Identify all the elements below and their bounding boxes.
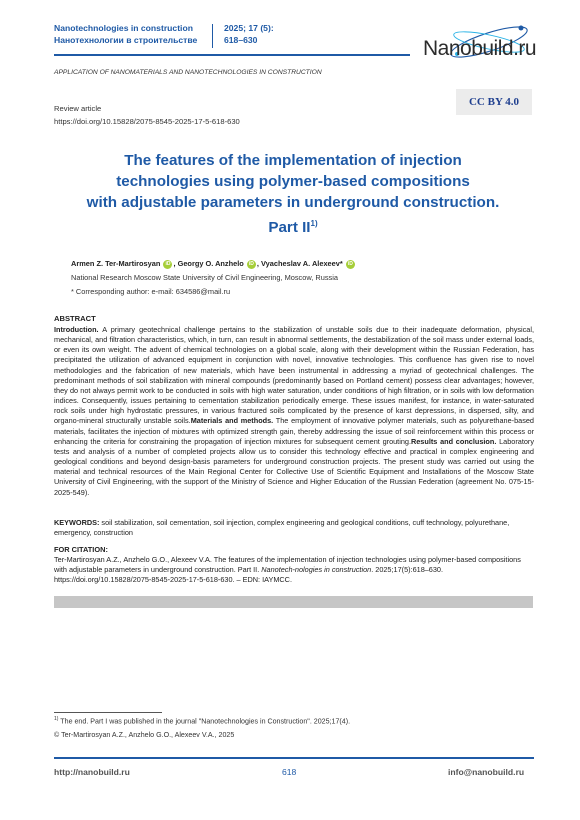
abstract-heading: ABSTRACT (54, 314, 96, 323)
corresponding-author: * Corresponding author: e-mail: 634586@mail.ru (71, 287, 231, 296)
copyright: © Ter-Martirosyan A.Z., Anzhelo G.O., Alexeev V.A., 2025 (54, 731, 235, 739)
journal-title-block (54, 22, 214, 46)
author-list (71, 259, 356, 269)
citation-heading: FOR CITATION: (54, 545, 108, 554)
header-divider (212, 24, 213, 48)
footnote-marker: 1) (54, 716, 59, 722)
footnote-text: The end. Part I was published in the journal "Nanotechnologies in Construction". 2025;17(4). (58, 717, 351, 726)
keywords (54, 518, 534, 538)
title-footnote-marker: 1) (310, 219, 318, 228)
citation-text (54, 555, 534, 586)
header-rule (54, 54, 410, 56)
abstract-text (54, 325, 534, 498)
orcid-icon[interactable]: iD (347, 260, 353, 267)
issue-number: 2025; 17 (5): (224, 23, 274, 33)
footer-website-link[interactable]: http://nanobuild.ru (54, 767, 130, 777)
title-line: technologies using polymer-based compositions (116, 173, 470, 190)
section-label: APPLICATION OF NANOMATERIALS AND NANOTECHNOLOGIES IN CONSTRUCTION (54, 69, 322, 76)
footnote-rule (54, 712, 162, 713)
author-name: , Vyacheslav A. Alexeev* (256, 259, 343, 268)
page-number: 618 (282, 767, 297, 777)
author-name: Armen Z. Ter-Martirosyan (71, 259, 161, 268)
issue-pages: 618–630 (224, 35, 258, 45)
license-badge[interactable]: CC BY 4.0 (456, 89, 532, 115)
issue-block (224, 22, 274, 46)
logo-text: Nanobuild.ru (423, 37, 537, 60)
title-line: with adjustable parameters in underground construction. (86, 194, 500, 211)
journal-title-ru: Нанотехнологии в строительстве (54, 35, 198, 45)
article-title (54, 150, 532, 238)
keywords-label: KEYWORDS: (54, 518, 100, 527)
citation-main: Ter-Martirosyan A.Z., Anzhelo G.O., Alexeev V.A. The features of the implementation of injection technologies using polymer-based compositions with adjustable parameters in underground construction. Part II. (54, 555, 521, 575)
abstract-intro-label: Introduction. (54, 325, 99, 334)
journal-title-en: Nanotechnologies in construction (54, 23, 193, 33)
article-type: Review article (54, 104, 102, 113)
abstract-results-text: Laboratory tests and analysis of a number of completed projects allow us to consider this technology effective and practical in complex engineering and geological conditions and beyond design-basis parameters for underground construction projects. The present study was carried out using the material and technical resources of the Main Regional Center for Collective Use of Scientific Equipment and Installations of the Moscow State University of Civil Engineering, with the support of the Ministry of Science and Higher Education of the Russian Federation (agreement No. 075-15-2025-549). (54, 436, 534, 497)
title-part-label: Part II (268, 219, 311, 237)
separator-bar (54, 596, 533, 608)
abstract-results-label: Results and conclusion. (410, 436, 497, 446)
orcid-icon[interactable]: iD (165, 260, 171, 267)
affiliation: National Research Moscow State University of Civil Engineering, Moscow, Russia (71, 273, 338, 282)
nanobuild-logo[interactable] (405, 20, 535, 64)
orcid-icon[interactable]: iD (248, 260, 254, 267)
author-name: , Georgy O. Anzhelo (173, 259, 244, 268)
abstract-methods-text: The employment of innovative polymer materials, such as polyurethane-based materials, facilitates the injection of mixtures with optimized strength gain, thereby addressing the issue of soil reinforcement within this process or enhancing the criteria for constraining the propagation of injection mixtures for subsequent cement grouting. (54, 416, 534, 446)
keywords-text: soil stabilization, soil cementation, soil injection, complex engineering and geological conditions, cuff technology, polyurethane, emergency, construction (54, 518, 510, 538)
citation-journal: Nanotech-nologies in construction (261, 565, 372, 575)
citation-tail: . 2025;17(5):618–630. https://doi.org/10.15828/2075-8545-2025-17-5-618-630. – EDN: IAYMCC. (54, 565, 444, 585)
title-line: The features of the implementation of injection (124, 152, 462, 169)
footnote (54, 716, 350, 725)
footer-rule (54, 757, 534, 759)
footer-email-link[interactable]: info@nanobuild.ru (448, 767, 525, 777)
abstract-intro-text: A primary geotechnical challenge pertains to the stabilization of unstable soils due to their inadequate deformation, physical, mechanical, and filtration characteristics, which, in turn, can result in abnormal settlements, the destabilization of the soil mass under external loads, or even its own weight. The advent of chemical technologies on a global scale, along with their development within the Russian Federation, has precipitated the utilization of advanced equipment in conjunction with novel, innovative technologies. This confluence has given rise to novel methodologies and the fabrication of new materials, which have been instrumental in addressing a myriad of geotechnical challenges. The predominant methods of soil stabilization with mineral compounds (predominantly based on Portland cement) possess clear advantages; however, they do not always permit work to be conducted in soils with high water saturation, under conditions of high filtration, or in soils with low deformation indices. Consequently, issues pertaining to cementation stabilization periodically emerge. These issues manifest, for instance, in water-saturated rock soils under high hydrostatic pressures, in various fractured soils complicated by the presence of karst depressions, in dispersed, silty, and organo-mineral structurally unstable soils. (54, 325, 534, 426)
title-line (54, 213, 532, 238)
doi-link[interactable]: https://doi.org/10.15828/2075-8545-2025-17-5-618-630 (54, 117, 240, 126)
abstract-methods-label: Materials and methods. (190, 416, 274, 426)
